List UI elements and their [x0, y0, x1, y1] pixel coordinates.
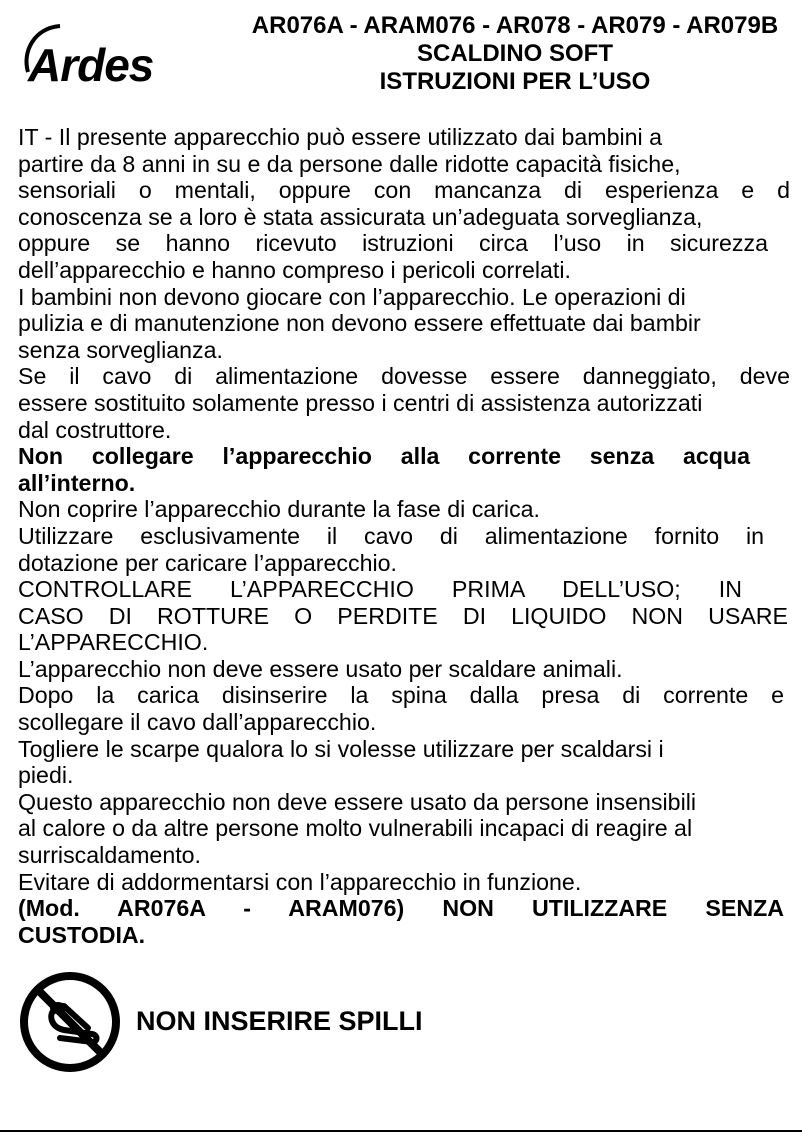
- warning-label: NON INSERIRE SPILLI: [136, 1006, 423, 1036]
- text-line: dotazione per caricare l’apparecchio.: [18, 549, 397, 576]
- text-line-bold: Non collegare l’apparecchio alla corrente senza acqua: [18, 443, 750, 470]
- text-line: Utilizzare esclusivamente il cavo di alimentazione fornito in: [18, 522, 764, 549]
- brand-name: Ardes: [28, 39, 154, 91]
- text-line: essere sostituito solamente presso i centri di assistenza autorizzati: [18, 389, 703, 416]
- text-line-bold: CUSTODIA.: [18, 921, 146, 948]
- text-line: Togliere le scarpe qualora lo si volesse utilizzare per scaldarsi i: [18, 735, 664, 762]
- model-list: AR076A - ARAM076 - AR078 - AR079 - AR079B: [251, 12, 779, 39]
- text-line: al calore o da altre persone molto vulnerabili incapaci di reagire al: [18, 815, 693, 842]
- text-line-bold: (Mod. AR076A - ARAM076) NON UTILIZZARE SENZA: [18, 895, 784, 922]
- ardes-logo: [18, 20, 198, 90]
- text-line: conoscenza se a loro è stata assicurata un’adeguata sorveglianza,: [18, 203, 703, 230]
- page-bottom-rule: [0, 1130, 802, 1132]
- text-line: L’APPARECCHIO.: [18, 629, 209, 656]
- text-line: Se il cavo di alimentazione dovesse essere danneggiato, deve: [18, 363, 790, 390]
- text-line: surriscaldamento.: [18, 842, 201, 869]
- text-line: senza sorveglianza.: [18, 336, 223, 363]
- text-line: sensoriali o mentali, oppure con mancanza di esperienza e d: [18, 177, 790, 204]
- document-header: [230, 12, 800, 96]
- text-line: Non coprire l’apparecchio durante la fase di carica.: [18, 496, 541, 523]
- text-line: dal costruttore.: [18, 416, 172, 443]
- text-line: Questo apparecchio non deve essere usato da persone insensibili: [18, 788, 697, 815]
- document-subtitle: ISTRUZIONI PER L’USO: [379, 68, 651, 95]
- warning-block: [18, 970, 718, 1080]
- text-line: L’apparecchio non deve essere usato per scaldare animali.: [18, 655, 623, 682]
- text-line: piedi.: [18, 762, 74, 789]
- text-line: dell’apparecchio e hanno compreso i pericoli correlati.: [18, 256, 571, 283]
- text-line: scollegare il cavo dall’apparecchio.: [18, 709, 377, 736]
- text-line: Dopo la carica disinserire la spina dalla presa di corrente e: [18, 682, 784, 709]
- product-name: SCALDINO SOFT: [417, 40, 613, 67]
- instructions-text: [18, 124, 790, 948]
- text-line: Evitare di addormentarsi con l’apparecchio in funzione.: [18, 868, 582, 895]
- no-pins-icon: [18, 970, 122, 1074]
- text-line: pulizia e di manutenzione non devono essere effettuate dai bambir: [18, 310, 701, 337]
- text-line: partire da 8 anni in su e da persone dalle ridotte capacità fisiche,: [18, 150, 681, 177]
- text-line: oppure se hanno ricevuto istruzioni circa l’uso in sicurezza: [18, 230, 768, 257]
- text-line: CONTROLLARE L’APPARECCHIO PRIMA DELL’USO; IN: [18, 576, 742, 603]
- text-line: I bambini non devono giocare con l’apparecchio. Le operazioni di: [18, 283, 686, 310]
- text-line: IT - Il presente apparecchio può essere utilizzato dai bambini a: [18, 124, 663, 150]
- text-line: CASO DI ROTTURE O PERDITE DI LIQUIDO NON USARE: [18, 602, 788, 629]
- text-line-bold: all’interno.: [18, 469, 136, 496]
